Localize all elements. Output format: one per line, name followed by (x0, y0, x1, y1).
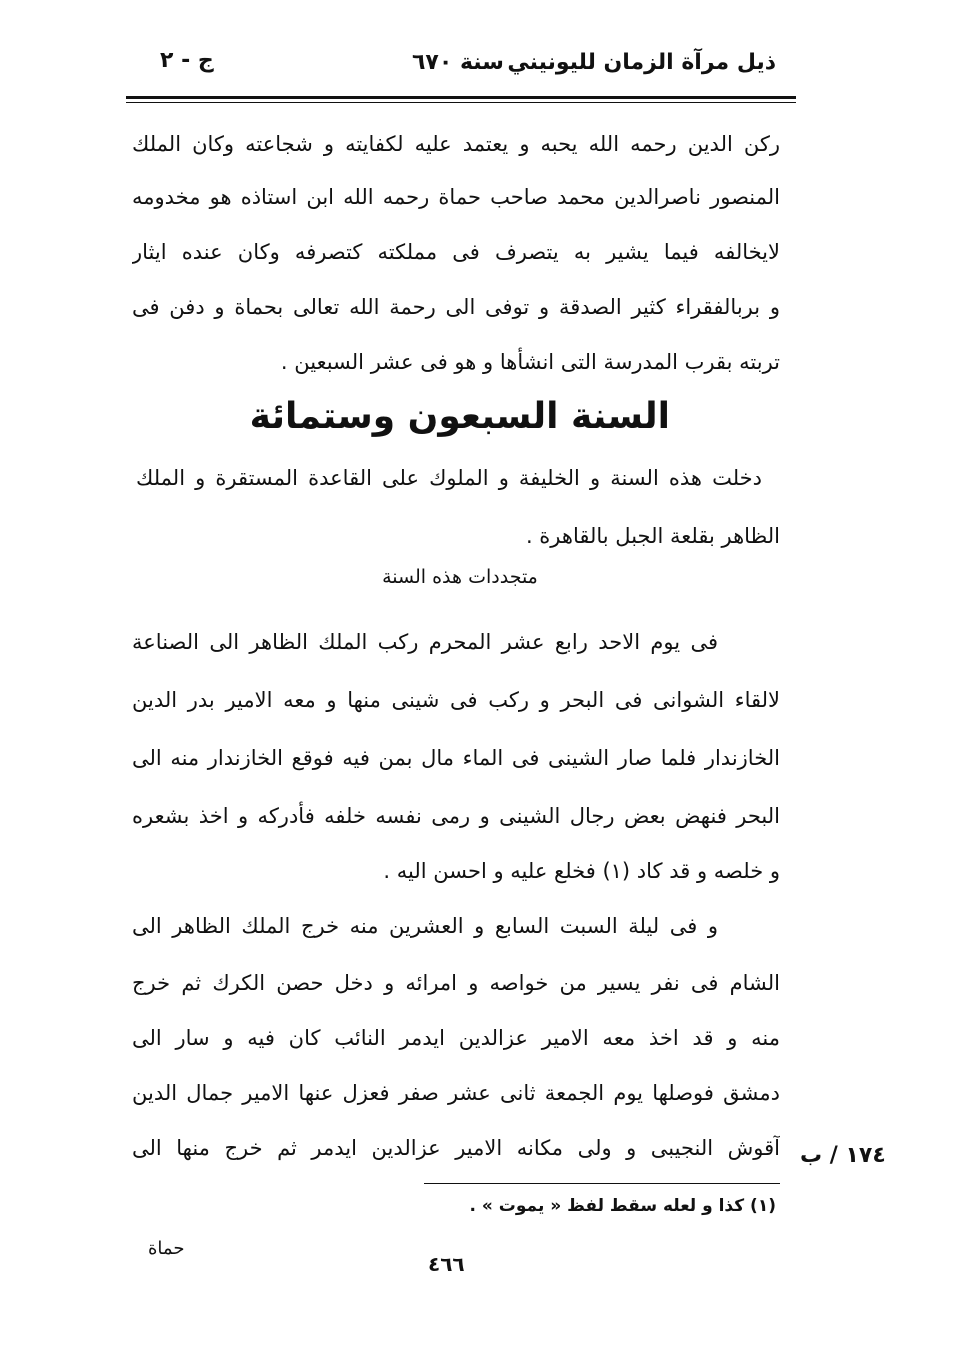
text-line: دمشق فوصلها يوم الجمعة ثانى عشر صفر فعزل عنها الامير جمال الدين (132, 1081, 780, 1105)
text-line: آقوش النجيبى و ولى مكانه الامير عزالدين ايدمر ثم خرج منها الى (132, 1136, 780, 1160)
margin-folio-note: ١٧٤ / ب (800, 1143, 886, 1168)
page-number: ٤٦٦ (428, 1252, 465, 1276)
text-line: البحر فنهض بعض رجال الشينى و رمى نفسه خلفه فأدركه و اخذ بشعره (132, 804, 780, 828)
header-rule-thin (126, 102, 796, 103)
text-line: الظاهر بقلعة الجبل بالقاهرة . (525, 524, 780, 548)
catchword: حماة (148, 1238, 185, 1259)
subheading: متجددات هذه السنة (382, 566, 538, 588)
text-line: لالقاء الشوانى فى البحر و ركب فى شينى منها و معه الامير بدر الدين (132, 688, 780, 712)
text-line: منه و قد اخذ معه الامير عزالدين ايدمر النائب كان فيه و سار الى (132, 1026, 780, 1050)
text-line: تربته بقرب المدرسة التى انشأها و هو فى عشر السبعين . (280, 350, 780, 374)
text-line: لايخالفه فيما يشير به يتصرف فى مملكته كتصرفه وكان عنده ايثار (132, 240, 780, 264)
text-line: و خلصه و قد كاد (١) فخلع عليه و احسن اليه . (383, 859, 780, 883)
text-line: الخازندار فلما صار الشينى فى الماء مال بمن فيه فوقع الخازندار منه الى (132, 746, 780, 770)
text-line: دخلت هذه السنة و الخليفة و الملوك على القاعدة المستقرة و الملك (136, 466, 762, 490)
footnote: (١) كذا و لعله سقط لفظ « يموت » . (469, 1196, 776, 1216)
footnote-rule (424, 1183, 780, 1184)
text-line: الشام فى نفر يسير من خواصه و امرائه و دخل حصن الكرك ثم خرج (132, 971, 780, 995)
running-head-volume: ج - ٢ (160, 48, 214, 73)
text-line: ركن الدين رحمه الله يحبه و يعتمد عليه لكفايته و شجاعته وكان الملك (132, 132, 780, 156)
text-line: فى يوم الاحد رابع عشر المحرم ركب الملك الظاهر الى الصناعة (132, 630, 718, 654)
section-heading: السنة السبعون وستمائة (249, 396, 670, 437)
text-line: المنصور ناصرالدين محمد صاحب حماة رحمه الله ابن استاذه هو مخدومه (132, 185, 780, 209)
running-head-year: سنة ٦٧٠ (412, 50, 504, 75)
header-rule (126, 96, 796, 99)
text-line: و بربالفقراء كثير الصدقة و توفى الى رحمة الله تعالى بحماة و دفن فى (132, 295, 780, 319)
running-head-title: ذيل مرآة الزمان لليونيني (507, 50, 776, 75)
text-line: و فى ليلة السبت السابع و العشرين منه خرج الملك الظاهر الى (132, 914, 718, 938)
